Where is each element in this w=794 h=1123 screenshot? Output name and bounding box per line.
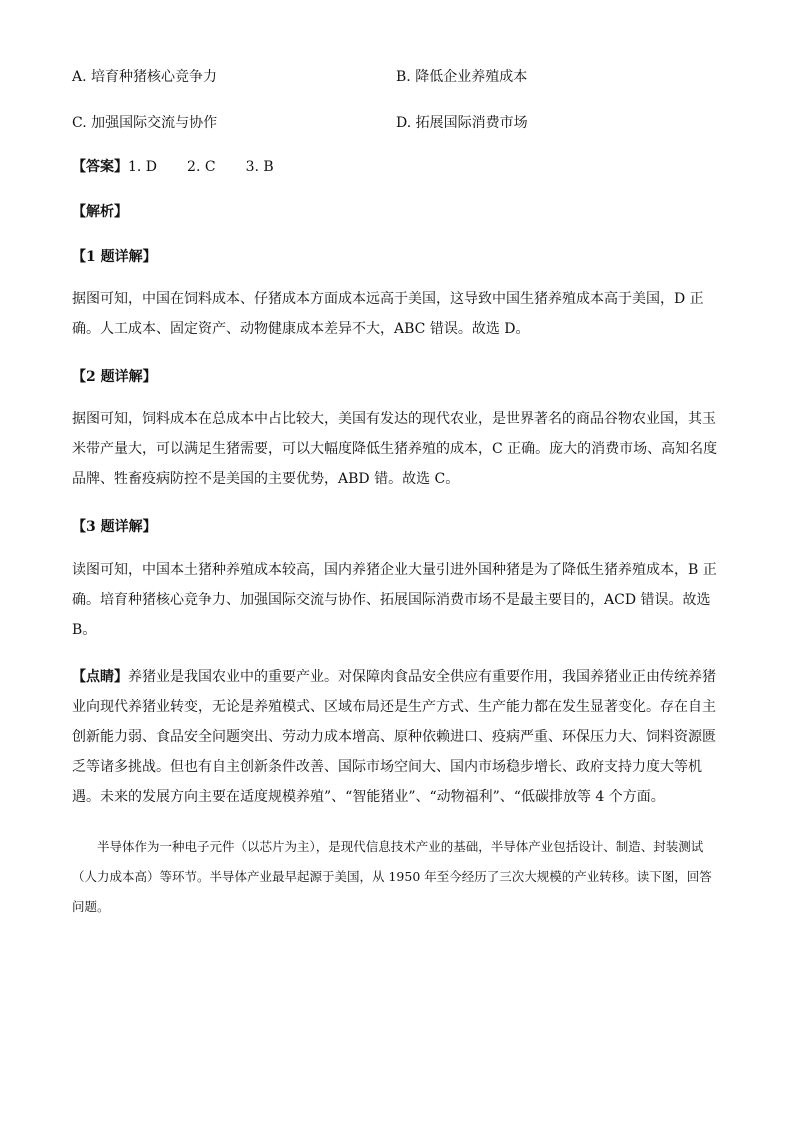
answer-label: 【答案】	[72, 159, 128, 175]
detail2-paragraph: 据图可知，饲料成本在总成本中占比较大，美国有发达的现代农业，是世界著名的商品谷物农业国，其玉米带产量大，可以满足生猪需要，可以大幅度降低生猪养殖的成本，C 正确。庞大的消费市场、高知名度品牌、牲畜疫病防控不是美国的主要优势，ABD 错。故选 C。	[72, 411, 718, 487]
answer-q3: 3. B	[245, 159, 274, 175]
option-b: B. 降低企业养殖成本	[396, 69, 528, 85]
option-d: D. 拓展国际消费市场	[396, 115, 528, 131]
intro-paragraph	[72, 832, 720, 922]
intro-text: 半导体作为一种电子元件（以芯片为主），是现代信息技术产业的基础，半导体产业包括设计、制造、封装测试（人力成本高）等环节。半导体产业最早起源于美国，从 1950 年至今经历了三次大规模的产业转移。读下图，回答问题。	[72, 839, 712, 914]
detail1-heading: 【1 题详解】	[72, 249, 157, 265]
detail2-text	[72, 404, 720, 494]
option-c: C. 加强国际交流与协作	[72, 115, 218, 131]
answer-q1: 1. D	[128, 159, 158, 175]
analysis-label: 【解析】	[72, 204, 128, 220]
detail3-text	[72, 555, 720, 645]
detail3-heading: 【3 题详解】	[72, 519, 157, 535]
note-label: 【点睛】	[72, 669, 128, 685]
answer-line	[72, 156, 274, 176]
note-block	[72, 662, 720, 812]
detail2-heading: 【2 题详解】	[72, 369, 157, 385]
note-text: 养猪业是我国农业中的重要产业。对保障肉食品安全供应有重要作用，我国养猪业正由传统养猪业向现代养猪业转变，无论是养殖模式、区域布局还是生产方式、生产能力都在发生显著变化。存在自主创新能力弱、食品安全问题突出、劳动力成本增高、原种依赖进口、疫病严重、环保压力大、饲料资源匮乏等诸多挑战。但也有自主创新条件改善、国际市场空间大、国内市场稳步增长、政府支持力度大等机遇。未来的发展方向主要在适度规模养殖”、“智能猪业”、“动物福利”、“低碳排放等 4 个方面。	[72, 669, 716, 805]
detail3-paragraph: 读图可知，中国本土猪种养殖成本较高，国内养猪企业大量引进外国种猪是为了降低生猪养殖成本，B 正确。培育种猪核心竞争力、加强国际交流与协作、拓展国际消费市场不是最主要目的，ACD 错误。故选 B。	[72, 562, 717, 638]
detail1-paragraph: 据图可知，中国在饲料成本、仔猪成本方面成本远高于美国，这导致中国生猪养殖成本高于美国，D 正确。人工成本、固定资产、动物健康成本差异不大，ABC 错误。故选 D。	[72, 291, 704, 337]
detail1-text	[72, 284, 720, 344]
option-a: A. 培育种猪核心竞争力	[72, 69, 218, 85]
answer-q2: 2. C	[187, 159, 216, 175]
